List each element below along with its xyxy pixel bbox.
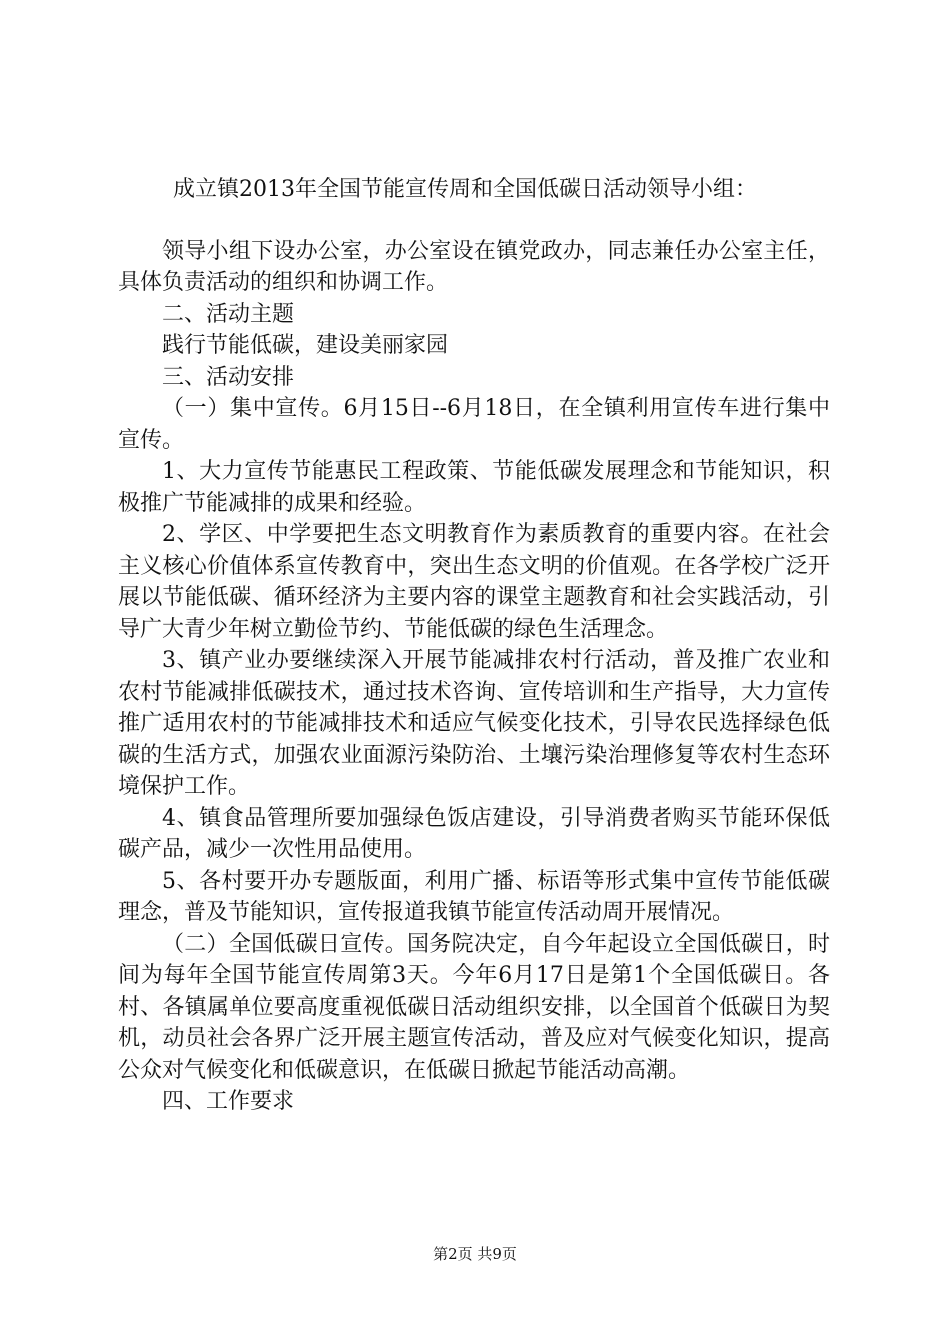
heading-work-requirements: 四、工作要求 — [162, 1089, 295, 1114]
paragraph-leading-group: 成立镇2013年全国节能宣传周和全国低碳日活动领导小组： — [173, 177, 757, 202]
paragraph-office: 领导小组下设办公室，办公室设在镇党政办，同志兼任办公室主任，具体负责活动的组织和协调工作。 — [118, 238, 830, 295]
paragraph-low-carbon-day: （二）全国低碳日宣传。国务院决定，自今年起设立全国低碳日，时间为每年全国节能宣传周第3天。今年6月17日是第1个全国低碳日。各村、各镇属单位要高度重视低碳日活动组织安排，以全国首个低碳日为契机，动员社会各界广泛开展主题宣传活动，普及应对气候变化知识，提高公众对气候变化和低碳意识，在低碳日掀起节能活动高潮。 — [118, 931, 830, 1083]
paragraph-item-5: 5、各村要开办专题版面，利用广播、标语等形式集中宣传节能低碳理念，普及节能知识，宣传报道我镇节能宣传活动周开展情况。 — [118, 868, 830, 925]
page-footer — [0, 1243, 950, 1264]
heading-activity-arrangement: 三、活动安排 — [162, 364, 295, 390]
paragraph-concentrated-publicity: （一）集中宣传。6月15日--6月18日，在全镇利用宣传车进行集中宣传。 — [118, 396, 830, 453]
paragraph-item-2: 2、学区、中学要把生态文明教育作为素质教育的重要内容。在社会主义核心价值体系宣传教育中，突出生态文明的价值观。在各学校广泛开展以节能低碳、循环经济为主要内容的课堂主题教育和社会实践活动，引导广大青少年树立勤俭节约、节能低碳的绿色生活理念。 — [118, 522, 830, 642]
page-number-label: 第2页 共9页 — [433, 1245, 517, 1263]
paragraph-item-4: 4、镇食品管理所要加强绿色饭店建设，引导消费者购买节能环保低碳产品，减少一次性用品使用。 — [118, 805, 830, 862]
paragraph-item-3: 3、镇产业办要继续深入开展节能减排农村行活动，普及推广农业和农村节能减排低碳技术，通过技术咨询、宣传培训和生产指导，大力宣传推广适用农村的节能减排技术和适应气候变化技术，引导农民选择绿色低碳的生活方式，加强农业面源污染防治、土壤污染治理修复等农村生态环境保护工作。 — [118, 648, 830, 799]
heading-activity-theme: 二、活动主题 — [162, 301, 295, 327]
paragraph-item-1: 1、大力宣传节能惠民工程政策、节能低碳发展理念和节能知识，积极推广节能减排的成果和经验。 — [118, 459, 830, 516]
paragraph-theme-slogan: 践行节能低碳，建设美丽家园 — [162, 333, 449, 358]
document-body — [118, 174, 830, 1118]
